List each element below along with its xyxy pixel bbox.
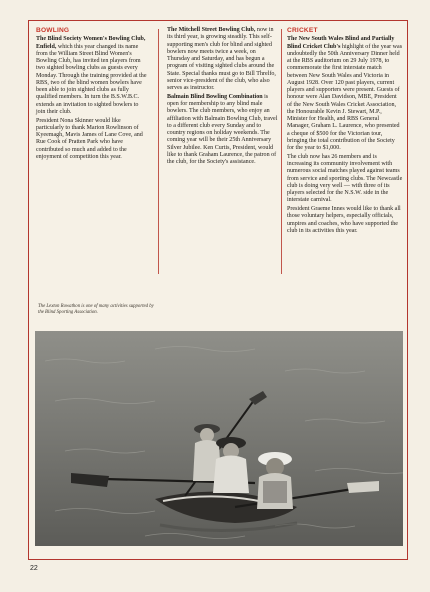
bowling-paragraph-1-text: which this year changed its name from the William Street Blind Women's Bowling Club, has invited ten players from two sighted bowling clubs as guests every Monday. Through the training provided at the RBS, two of the blind women bowlers have been able to join sighted clubs as fully qualified members. In turn the B.S.W.B.C. extends an invitation to sighted bowlers to join their club. <box>36 43 147 115</box>
head-rear <box>200 428 214 442</box>
mitchell-paragraph-text: now in its third year, is growing steadily. This self-supporting men's club for blind and sighted bowlers now meets twice a week, on Thursday and Saturday, and has begun a program of visiting sighted clubs around the State. Special thanks must go to Bill Threlfo, senior vice-president of the club, who also serves as instructor. <box>167 27 276 91</box>
rowathon-photo <box>35 331 403 546</box>
bowling-column <box>36 27 147 163</box>
cricket-heading: CRICKET <box>287 27 318 34</box>
column-divider-1 <box>158 29 159 274</box>
page-frame <box>28 20 408 560</box>
mitchell-paragraph <box>167 27 278 92</box>
middle-column <box>167 27 278 168</box>
page-number: 22 <box>30 565 38 572</box>
balmain-paragraph <box>167 94 278 167</box>
body-middle <box>213 456 249 494</box>
column-divider-2 <box>281 29 282 274</box>
cricket-paragraph-1 <box>287 36 403 152</box>
cricket-club-name: The New South Wales Blind and Partially Blind Cricket Club's <box>287 36 395 50</box>
mitchell-club-name: The Mitchell Street Bowling Club, <box>167 27 256 33</box>
life-vest-front <box>263 481 287 503</box>
cricket-paragraph-2: The club now has 26 members and is increasing its community involvement with numerous social matches played against teams from service and sporting clubs. The Newcastle club is doing very well — with three of its players selected for the N.S.W. side in the interstate carnival. <box>287 153 403 204</box>
paddle-blade-right <box>347 481 379 493</box>
balmain-paragraph-text: is open for membership to any blind male bowlers. The club members, who enjoy an affiliation with Balmain Bowling Club, travel to a different club every Sunday and to country regions on holiday weekends. The coming year will be their 25th Anniversary Silver Jubilee. Ken Curtis, President, would like to thank Graham Laurence, the patron of the club, for the Society's assistance. <box>167 93 278 165</box>
cricket-paragraph-3: President Graeme Innes would like to thank all those voluntary helpers, especially officials, umpires and coaches, who have supported the club in its activities this year. <box>287 206 401 234</box>
kayak-photo-illustration <box>35 331 403 546</box>
cricket-column <box>287 27 403 237</box>
bowling-paragraph-1 <box>36 36 147 116</box>
photo-caption: The Lexton Rowathon is one of many activities supported by the Blind Sporting Association. <box>38 304 154 315</box>
balmain-club-name: Balmain Blind Bowling Combination <box>167 93 263 100</box>
cricket-paragraph-1-text: highlight of the year was undoubtedly the 50th Anniversary Dinner held at the RBS auditorium on 29 July 1978, to commemorate the first interstate match between New South Wales and Victoria in August 1928. Over 120 past players, current players and supporters were present. Guests of honour were Alan Davidson, MBE, President of the New South Wales Cricket Association, the Honourable Kevin J. Stewart, M.P., Minister for Health, and RBS General Manager, Graham L. Laurence, who presented a cheque of $500 for the Victorian tour, bringing the total contribution of the Society for the year to $1,000. <box>287 43 403 151</box>
bowling-heading: BOWLING <box>36 27 70 34</box>
bowling-club-name: The Blind Society Women's Bowling Club, Enfield, <box>36 36 146 50</box>
bowling-paragraph-2: President Nona Skinner would like particularly to thank Marion Rowlinson of Kyeemagh, Mavis James of Lane Cove, and Rue Cook of Pratten Park who have contributed so much and added to the enjoyment of competition this year. <box>36 117 143 160</box>
